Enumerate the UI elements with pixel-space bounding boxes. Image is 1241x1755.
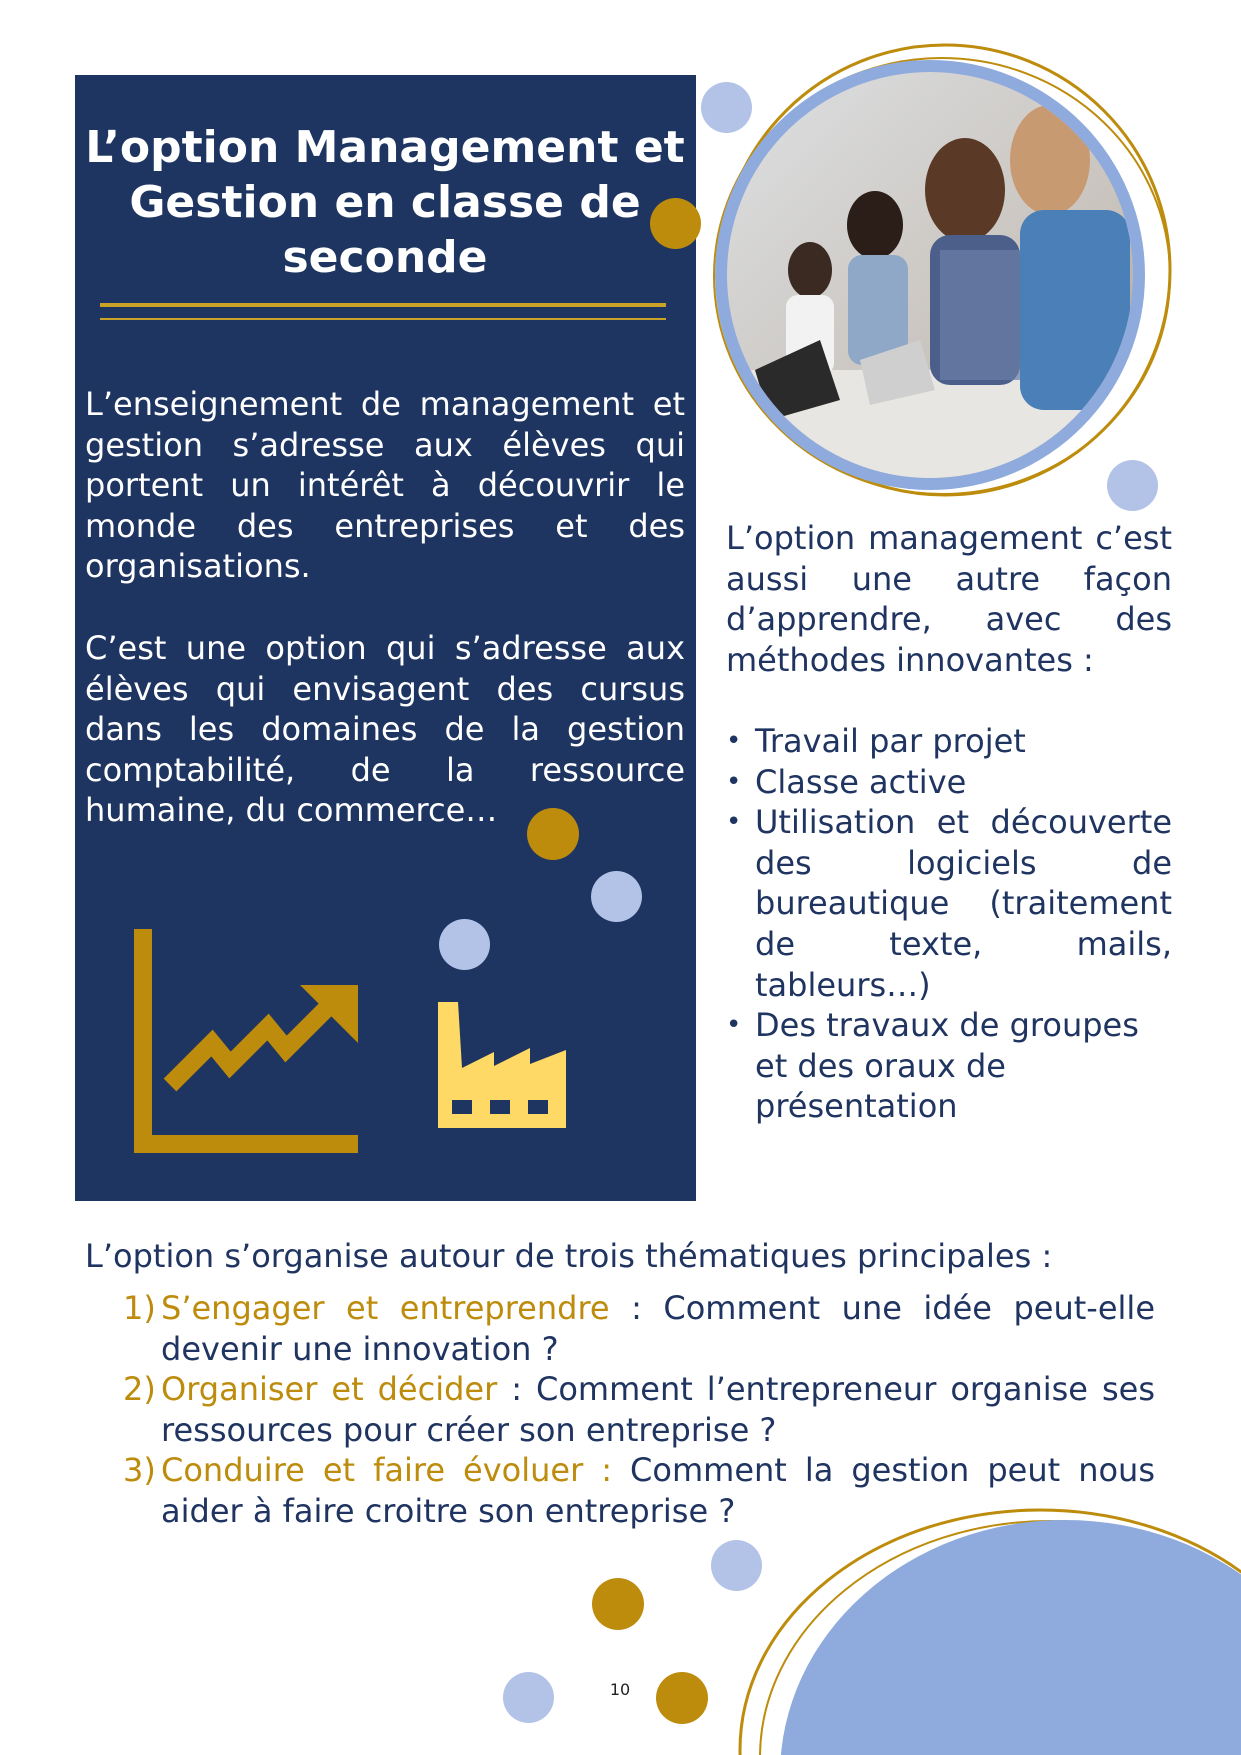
theme-text: : Comment l’entrepreneur organise ses ressources pour créer son entreprise ?	[161, 1370, 1156, 1449]
bullet-icon: •	[726, 766, 742, 797]
decorative-dot	[527, 808, 579, 860]
bullet-icon: •	[726, 726, 742, 756]
item-number: 1)	[123, 1289, 156, 1327]
themes-intro: L’option s’organise autour de trois thématiques principales :	[85, 1237, 1053, 1275]
theme-text: : Comment une idée peut-elle devenir une innovation ?	[161, 1289, 1156, 1368]
bullet-icon: •	[726, 807, 742, 838]
decorative-dot	[503, 1672, 554, 1723]
theme-title: Conduire et faire évoluer :	[161, 1451, 613, 1490]
factory-icon	[436, 1000, 568, 1130]
list-item: • Des travaux de groupes et des oraux de présentation	[726, 1006, 1139, 1126]
list-item: • Utilisation et découverte des logiciels de bureautique (traitement de texte, mails, tableurs…)	[726, 803, 1172, 1004]
theme-title: Organiser et décider	[161, 1370, 498, 1409]
growth-chart-icon	[130, 925, 362, 1157]
title-rule-thin	[100, 318, 666, 320]
decorative-dot	[591, 871, 642, 922]
intro-paragraph-1: L’enseignement de management et gestion s’adresse aux élèves qui portent un intérêt à découvrir le monde des entreprises et des organisations.	[85, 385, 685, 586]
theme-text: Comment la gestion peut nous aider à faire croitre son entreprise ?	[161, 1451, 1155, 1530]
item-number: 3)	[123, 1451, 156, 1490]
page-title: L’option Management et Gestion en classe de seconde	[85, 122, 685, 283]
decorative-dot	[439, 919, 490, 970]
decorative-dot	[592, 1578, 644, 1630]
list-item	[85, 1450, 1155, 1531]
intro-paragraph-2: C’est une option qui s’adresse aux élèves qui envisagent des cursus dans les domaines de la gestion comptabilité, de la ressource humaine, du commerce…	[85, 629, 685, 830]
decorative-dot	[650, 198, 701, 249]
title-rule-thick	[100, 303, 666, 307]
list-item: • Classe active	[726, 762, 967, 801]
page-number: 10	[609, 1680, 631, 1699]
decorative-ellipse	[720, 1495, 1241, 1755]
list-item	[85, 1369, 1155, 1450]
method-intro: L’option management c’est aussi une autre façon d’apprendre, avec des méthodes innovantes :	[726, 519, 1172, 679]
decorative-dot	[656, 1672, 708, 1724]
method-list	[726, 721, 1172, 1127]
bullet-icon: •	[726, 1010, 742, 1041]
themes-list	[85, 1288, 1155, 1532]
list-item: • Travail par projet	[726, 722, 1026, 760]
item-number: 2)	[123, 1370, 156, 1409]
students-photo	[700, 40, 1190, 510]
list-item	[85, 1288, 1155, 1369]
theme-title: S’engager et entreprendre	[161, 1289, 610, 1327]
